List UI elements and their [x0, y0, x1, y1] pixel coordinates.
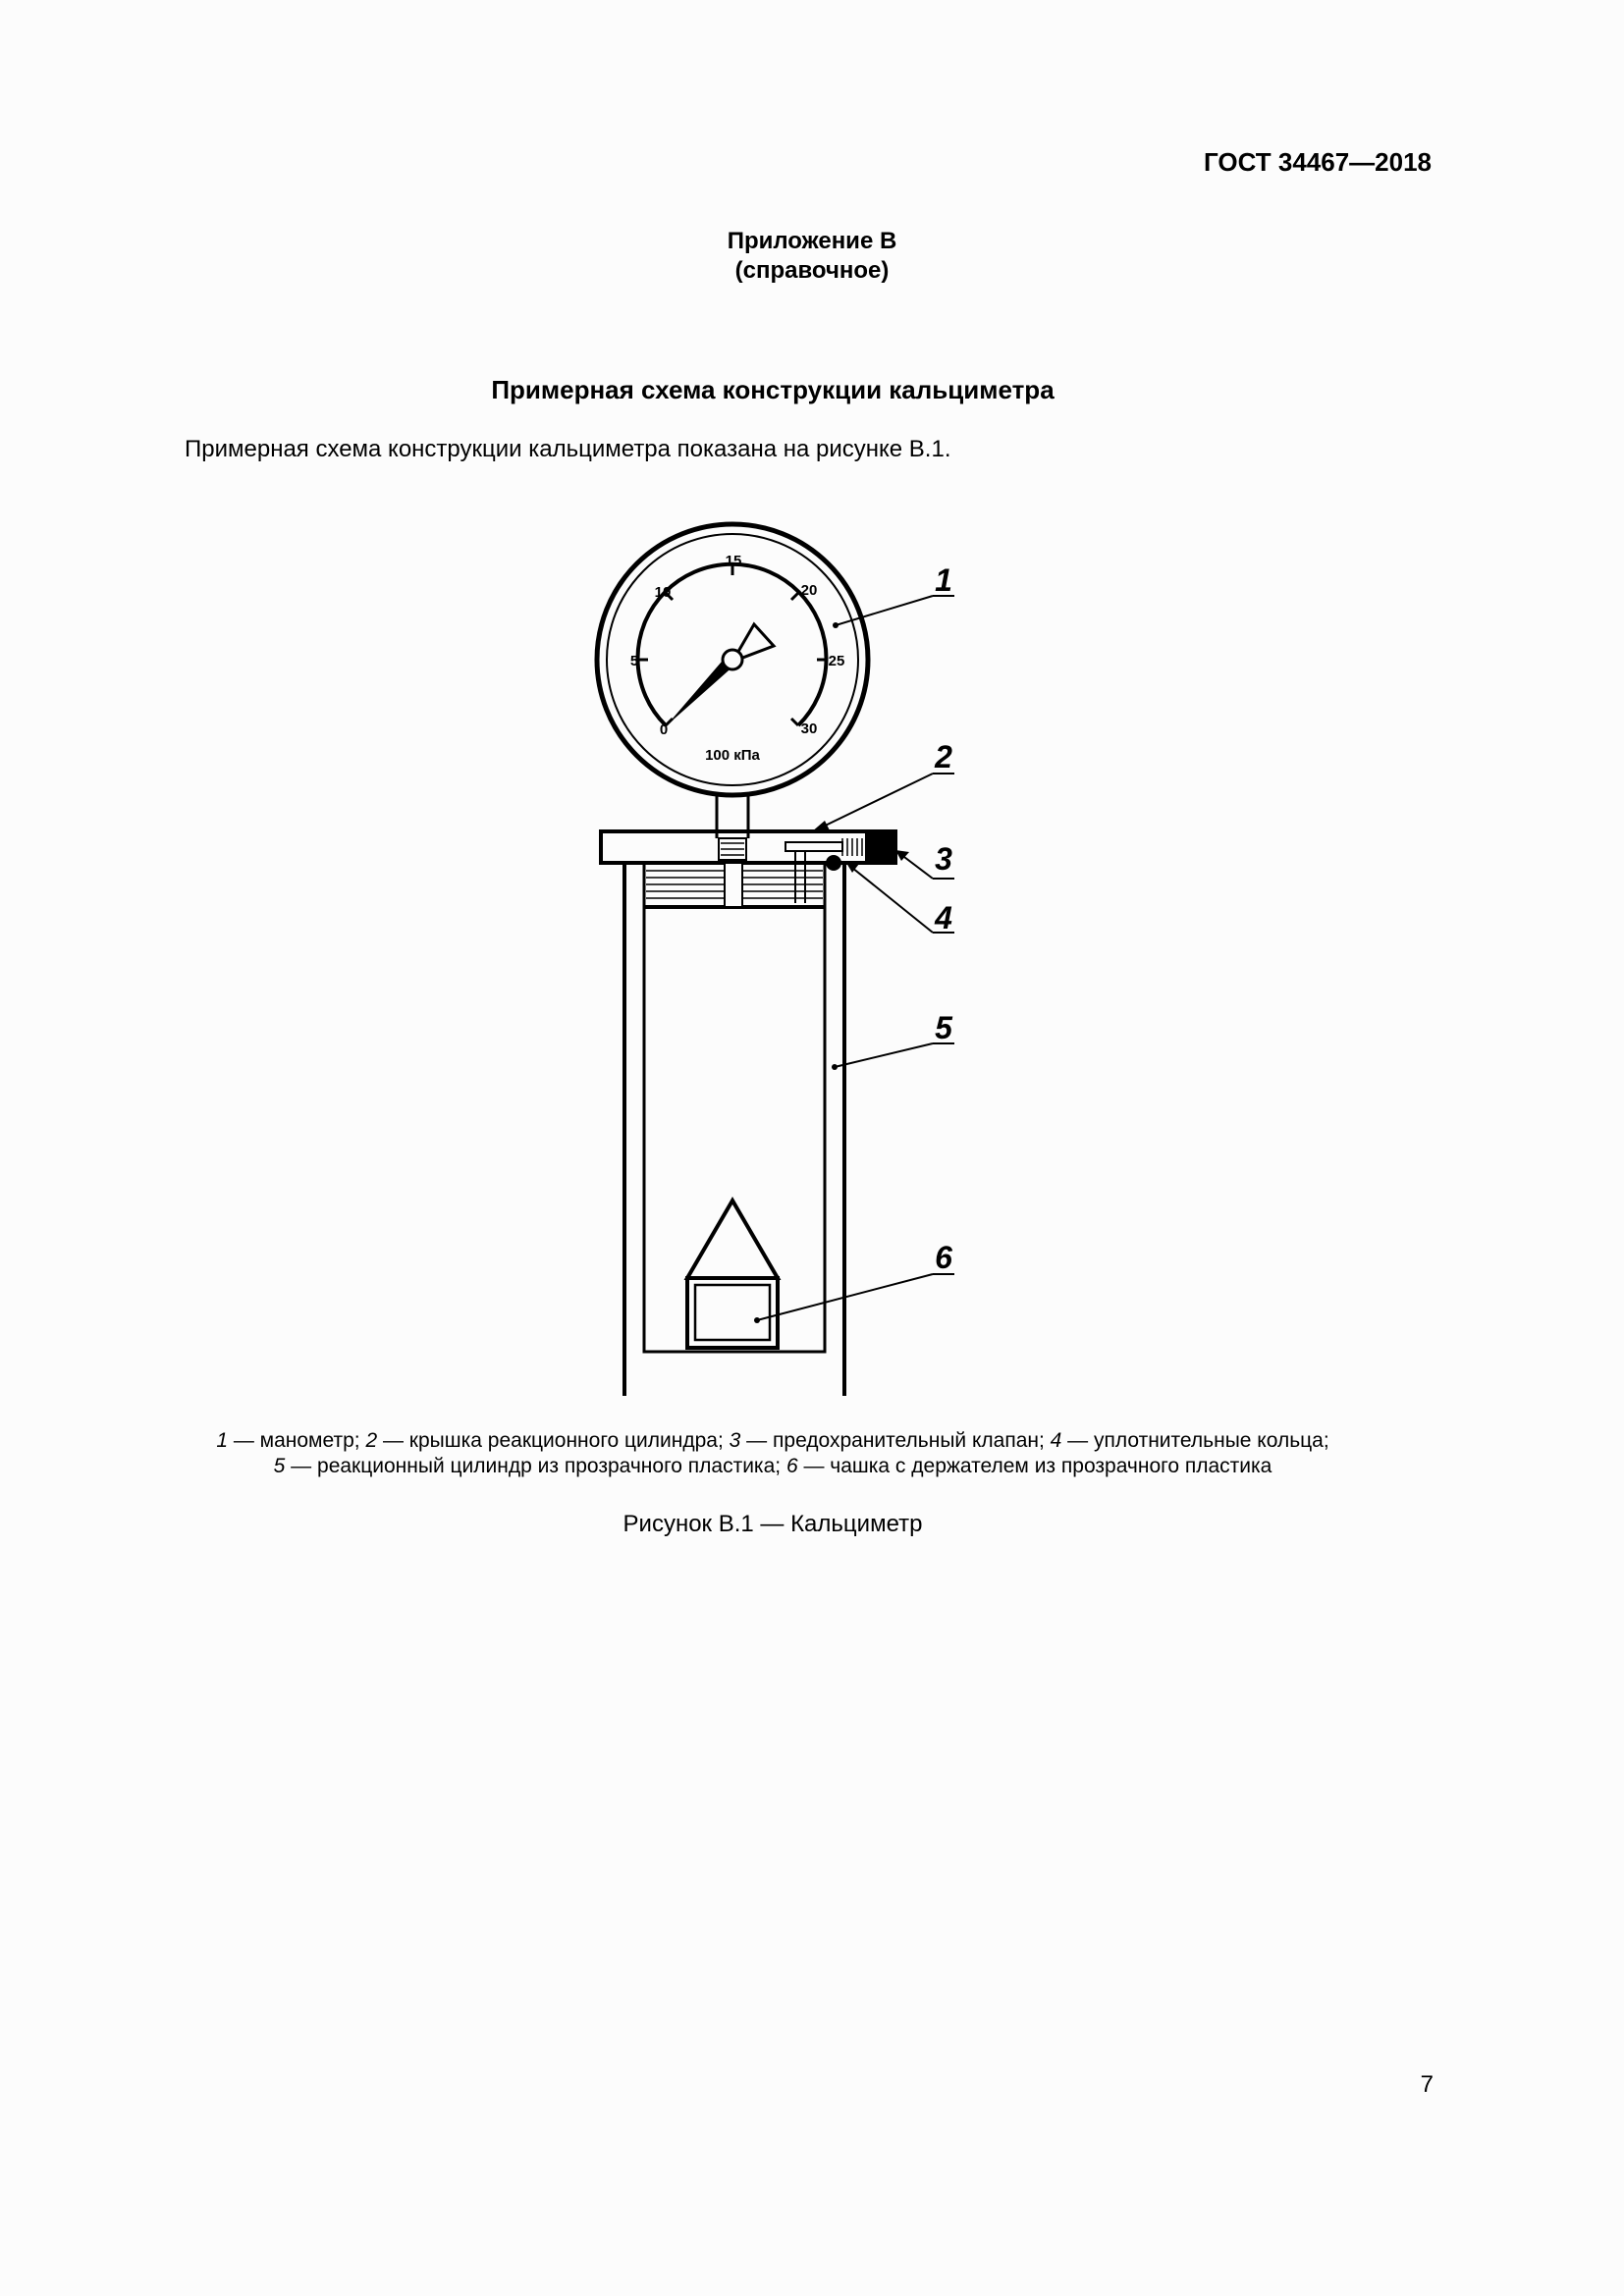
callout-5: 5: [935, 1010, 952, 1045]
legend-text: — предохранительный клапан;: [740, 1429, 1051, 1452]
gauge-label-25: 25: [828, 653, 845, 669]
sealing-ring-dot: [826, 855, 841, 871]
callout-6: 6: [935, 1240, 952, 1275]
cylinder-outer-wall: [624, 863, 844, 1396]
gauge-label-5: 5: [629, 653, 639, 669]
legend-num: 4: [1050, 1429, 1062, 1452]
figure-legend-line-1: [0, 1429, 1545, 1453]
standard-id: ГОСТ 34467—2018: [1204, 147, 1432, 177]
legend-text: — манометр;: [228, 1429, 366, 1452]
legend-text: — уплотнительные кольца;: [1061, 1429, 1329, 1452]
callout-numbers: [934, 562, 953, 1275]
gauge-label-30: 30: [800, 721, 818, 737]
legend-num: 1: [216, 1429, 228, 1452]
figure-legend-line-2: [0, 1455, 1545, 1478]
appendix-type: (справочное): [734, 257, 890, 284]
legend-num: 3: [729, 1429, 741, 1452]
cup-inner: [695, 1285, 770, 1340]
valve-body: [785, 842, 842, 851]
cover-plug: [725, 863, 742, 907]
page-number: 7: [1420, 2071, 1434, 2098]
legend-text: — крышка реакционного цилиндра;: [377, 1429, 730, 1452]
callout-1: 1: [935, 562, 952, 598]
gauge-label-20: 20: [800, 582, 818, 599]
safety-valve-cap: [865, 830, 894, 865]
gauge-label-10: 10: [654, 584, 672, 601]
callout-2: 2: [935, 739, 952, 774]
arrow-2: [811, 821, 830, 832]
cup-holder-triangle: [687, 1201, 778, 1278]
appendix-title: Приложение В: [727, 228, 897, 254]
gauge-hub: [723, 650, 742, 669]
cup-outer: [687, 1278, 778, 1348]
legend-text: — чашка с держателем из прозрачного пластика: [797, 1455, 1272, 1477]
gauge-label-15: 15: [725, 553, 742, 569]
legend-text: — реакционный цилиндр из прозрачного пластика;: [285, 1455, 786, 1477]
legend-num: 6: [785, 1455, 798, 1477]
figure-caption: Рисунок В.1 — Кальциметр: [623, 1511, 923, 1537]
callout-3: 3: [935, 841, 952, 877]
gauge-label-0: 0: [659, 721, 669, 738]
legend-num: 5: [273, 1455, 286, 1477]
intro-paragraph: Примерная схема конструкции кальциметра показана на рисунке В.1.: [185, 436, 951, 462]
leader-lines: [757, 596, 954, 1320]
section-heading: Примерная схема конструкции кальциметра: [491, 375, 1055, 404]
callout-4: 4: [935, 900, 952, 935]
legend-num: 2: [365, 1429, 378, 1452]
gauge-unit-label: 100 кПа: [705, 747, 760, 764]
